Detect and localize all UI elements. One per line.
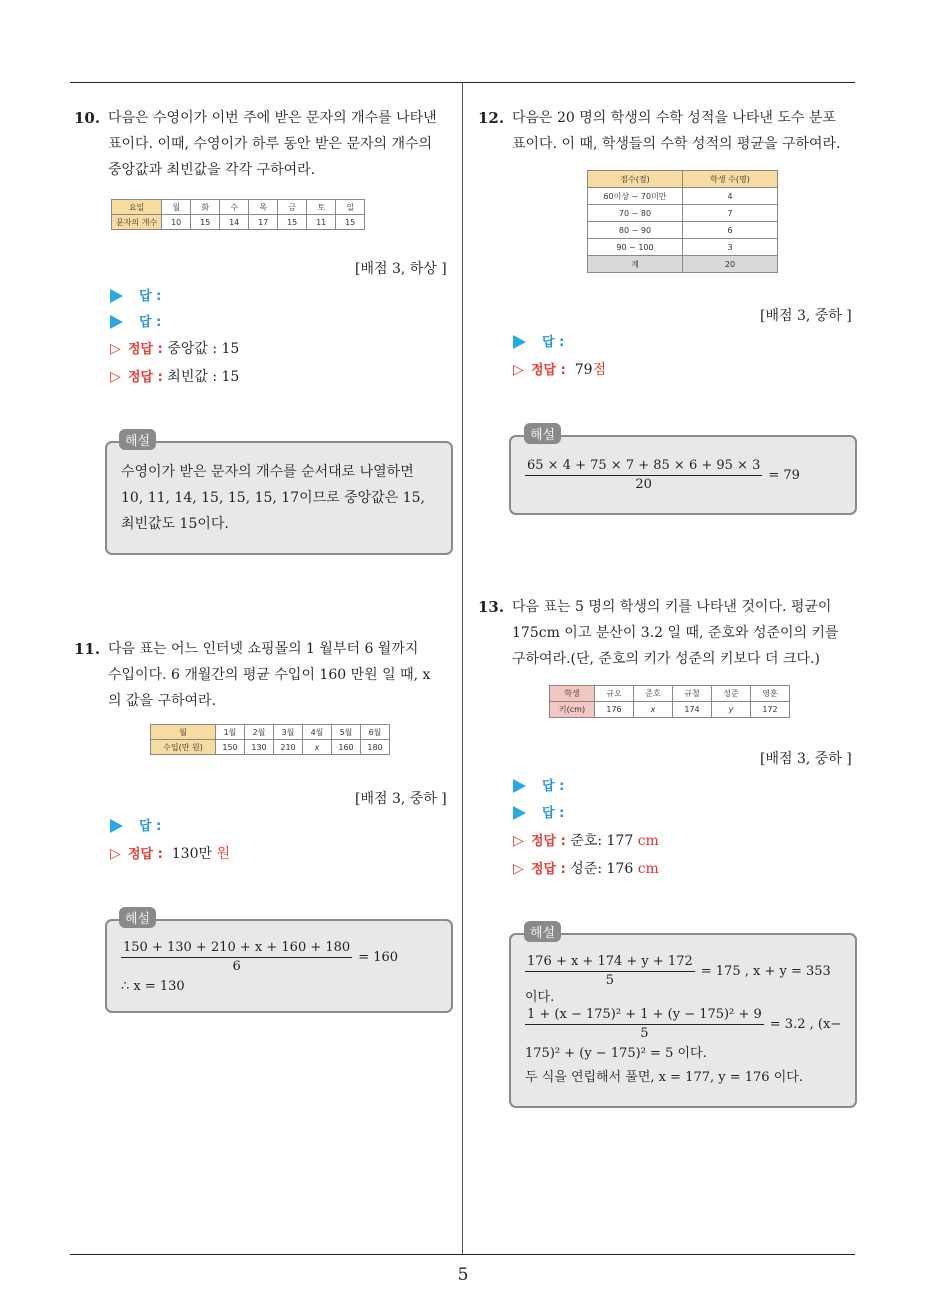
fraction-denominator: 5 [605,973,615,988]
correct-value: 준호: 177 [570,833,634,849]
question-13 [478,594,863,672]
correct-label: 정답 : [531,363,566,378]
table-cell: 규오 [595,686,634,702]
table-cell: 180 [361,740,390,755]
table-cell: 수 [220,200,249,215]
table-row [151,740,390,755]
fraction-denominator: 5 [640,1026,649,1041]
table-cell: 7 [683,205,778,222]
equation-rhs: = 79 [768,467,800,483]
correct-label: 정답 : [531,862,566,877]
q13-table [549,685,790,718]
question-line: 표이다. 이때, 수영이가 하루 동안 받은 문자의 개수의 [108,136,433,152]
question-number: 10. [74,109,101,127]
solution-equation [525,457,845,494]
table-row [588,188,778,205]
answer-label: 답 : [139,289,162,304]
solution-box [509,933,857,1108]
table-cell: 10 [162,215,191,230]
table-cell: 174 [673,702,712,718]
outline-triangle-icon: ▷ [513,362,524,378]
table-cell: 영훈 [751,686,790,702]
table-cell: 15 [336,215,365,230]
answer-input-row[interactable] [513,775,564,797]
answer-label: 답 : [542,779,565,794]
fraction-denominator: 20 [635,477,652,492]
outline-triangle-icon: ▷ [110,846,121,862]
play-triangle-icon [110,289,123,303]
score-label: [배점 3, 중하 ] [760,308,852,324]
correct-unit: cm [637,861,659,877]
table-row [550,702,790,718]
table-row [588,239,778,256]
fraction-denominator: 6 [232,959,241,974]
answer-label: 답 : [542,335,565,350]
table-cell: 문자의 개수 [112,215,162,230]
table-cell: 130 [245,740,274,755]
score-label: [배점 3, 하상 ] [355,261,447,277]
correct-answer [513,830,659,852]
table-cell: 11 [307,215,336,230]
table-cell: x [303,740,332,755]
score-label: [배점 3, 중하 ] [355,791,447,807]
table-cell: 160 [332,740,361,755]
table-cell: 2월 [245,725,274,740]
table-cell: 5월 [332,725,361,740]
table-cell: 학생 수(명) [683,171,778,188]
correct-label: 정답 : [531,834,566,849]
fraction-numerator: 65 × 4 + 75 × 7 + 85 × 6 + 95 × 3 [525,457,762,476]
table-cell: x [634,702,673,718]
table-total-row [588,256,778,273]
outline-triangle-icon: ▷ [513,833,524,849]
table-cell: 3월 [274,725,303,740]
table-header-row [151,725,390,740]
table-row [588,222,778,239]
table-cell: 150 [216,740,245,755]
fraction-numerator: 1 + (x − 175)² + 1 + (y − 175)² + 9 [525,1006,764,1025]
table-cell: 4월 [303,725,332,740]
question-line: 의 값을 구하여라. [108,693,217,709]
play-triangle-icon [110,315,123,329]
solution-equation [121,939,441,976]
correct-label: 정답 : [128,370,163,385]
play-triangle-icon [513,806,526,820]
solution-line: 이다. [525,990,555,1005]
solution-equation [525,1006,845,1043]
table-cell: 20 [683,256,778,273]
question-text [108,636,460,714]
page-number: 5 [457,1265,469,1285]
table-cell: 60이상 ~ 70미만 [588,188,683,205]
question-number: 13. [478,598,505,616]
fraction-numerator: 150 + 130 + 210 + x + 160 + 180 [121,939,352,958]
question-line: 표이다. 이 때, 학생들의 수학 성적의 평균을 구하여라. [512,136,841,152]
play-triangle-icon [513,335,526,349]
table-cell: 4 [683,188,778,205]
solution-tag: 해설 [524,921,561,942]
table-cell: y [712,702,751,718]
score-label: [배점 3, 중하 ] [760,751,852,767]
table-cell: 1월 [216,725,245,740]
question-line: 175cm 이고 분산이 3.2 일 때, 준호와 성준이의 키를 [512,625,839,641]
question-number: 12. [478,109,505,127]
question-12 [478,105,863,157]
q12-table [587,170,778,273]
solution-line: 10, 11, 14, 15, 15, 15, 17이므로 중앙값은 15, [121,490,425,506]
answer-label: 답 : [139,819,162,834]
table-cell: 15 [191,215,220,230]
solution-line: ∴ x = 130 [121,979,185,994]
question-number: 11. [74,640,101,658]
question-line: 수입이다. 6 개월간의 평균 수입이 160 만원 일 때, x [108,667,431,683]
solution-line: 수영이가 받은 문자의 개수를 순서대로 나열하면 [121,464,414,480]
answer-label: 답 : [139,315,162,330]
equation-rhs: = 160 [358,949,399,965]
question-line: 다음은 수영이가 이번 주에 받은 문자의 개수를 나타낸 [108,110,437,126]
outline-triangle-icon: ▷ [110,341,121,357]
solution-equation [525,953,845,990]
equation-rhs: = 3.2 , (x− [769,1016,842,1032]
table-cell: 수입(만 원) [151,740,216,755]
answer-input-row[interactable] [513,331,564,353]
table-cell: 176 [595,702,634,718]
outline-triangle-icon: ▷ [110,369,121,385]
table-cell: 계 [588,256,683,273]
q10-table [111,199,365,230]
question-line: 다음 표는 5 명의 학생의 키를 나타낸 것이다. 평균이 [512,599,832,615]
table-cell: 6월 [361,725,390,740]
table-row [588,205,778,222]
column-divider [462,83,463,1254]
solution-box [509,435,857,515]
table-cell: 성준 [712,686,751,702]
solution-tag: 해설 [119,907,156,928]
correct-label: 정답 : [128,847,163,862]
question-text [108,105,460,183]
table-cell: 6 [683,222,778,239]
equation-rhs: = 175 , x + y = 353 [700,963,831,979]
correct-value: 중앙값 : 15 [167,341,240,357]
correct-value: 130만 [171,846,212,862]
solution-box [105,919,453,1013]
correct-answer [110,366,239,388]
solution-tag: 해설 [524,423,561,444]
question-text [512,105,863,157]
table-cell: 210 [274,740,303,755]
correct-answer [110,338,239,360]
solution-line: 최빈값도 15이다. [121,516,229,532]
play-triangle-icon [110,819,123,833]
question-line: 구하여라.(단, 준호의 키가 성준의 키보다 더 크다.) [512,651,820,667]
table-cell: 월 [151,725,216,740]
table-cell: 15 [278,215,307,230]
table-cell: 14 [220,215,249,230]
question-line: 다음은 20 명의 학생의 수학 성적을 나타낸 도수 분포 [512,110,836,126]
correct-answer [513,858,659,880]
fraction-numerator: 176 + x + 174 + y + 172 [525,953,695,972]
correct-answer [110,843,230,865]
correct-unit: 원 [216,846,230,862]
table-row [112,215,365,230]
table-header-row [112,200,365,215]
correct-unit: 점 [592,362,607,378]
table-cell: 80 ~ 90 [588,222,683,239]
solution-box [105,441,453,555]
table-cell: 토 [307,200,336,215]
q11-table [150,724,390,755]
table-cell: 규철 [673,686,712,702]
correct-value: 최빈값 : 15 [167,369,240,385]
answer-input-row[interactable] [513,802,564,824]
table-cell: 준호 [634,686,673,702]
question-line: 다음 표는 어느 인터넷 쇼핑몰의 1 월부터 6 월까지 [108,641,419,657]
table-cell: 금 [278,200,307,215]
table-cell: 요일 [112,200,162,215]
correct-label: 정답 : [128,342,163,357]
table-header-row [550,686,790,702]
answer-input-row[interactable] [110,311,161,333]
solution-line: 175)² + (y − 175)² = 5 이다. [525,1046,707,1061]
question-10 [74,105,460,183]
question-line: 중앙값과 최빈값을 각각 구하여라. [108,162,316,178]
correct-answer [513,359,606,381]
table-cell: 학생 [550,686,595,702]
answer-input-row[interactable] [110,285,161,307]
outline-triangle-icon: ▷ [513,861,524,877]
solution-tag: 해설 [119,429,156,450]
table-cell: 17 [249,215,278,230]
question-text [512,594,863,672]
table-cell: 점수(점) [588,171,683,188]
solution-line: 두 식을 연립해서 풀면, x = 177, y = 176 이다. [525,1070,803,1085]
correct-value: 성준: 176 [570,861,634,877]
correct-value: 79 [574,362,593,378]
table-header-row [588,171,778,188]
table-cell: 90 ~ 100 [588,239,683,256]
table-cell: 목 [249,200,278,215]
table-cell: 70 ~ 80 [588,205,683,222]
correct-unit: cm [637,833,659,849]
table-cell: 화 [191,200,220,215]
table-cell: 월 [162,200,191,215]
question-11 [74,636,460,714]
table-cell: 172 [751,702,790,718]
table-cell: 일 [336,200,365,215]
play-triangle-icon [513,779,526,793]
answer-input-row[interactable] [110,815,161,837]
table-cell: 3 [683,239,778,256]
bottom-rule [70,1254,855,1255]
table-cell: 키(cm) [550,702,595,718]
answer-label: 답 : [542,806,565,821]
